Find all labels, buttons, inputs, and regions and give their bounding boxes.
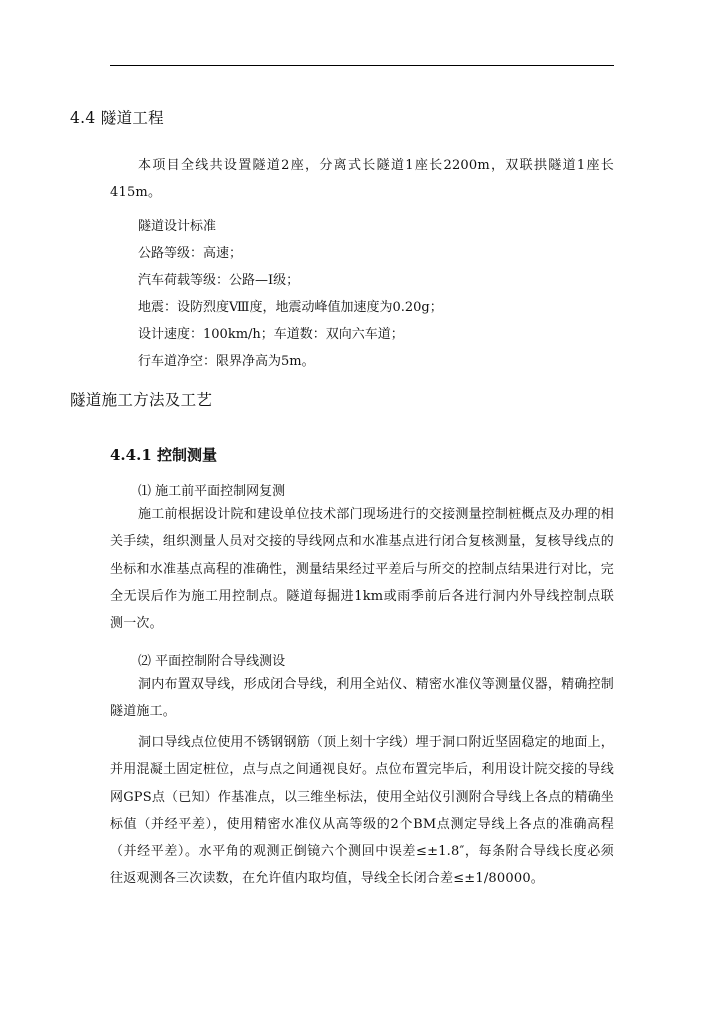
standard-line: 行车道净空：限界净高为5m。 bbox=[138, 354, 315, 369]
method-title: 隧道施工方法及工艺 bbox=[70, 391, 213, 409]
subsection-title: 4.4.1 控制测量 bbox=[110, 446, 217, 464]
header-rule bbox=[110, 65, 614, 66]
standard-line: 设计速度：100km/h；车道数：双向六车道； bbox=[138, 327, 404, 342]
standard-line: 公路等级：高速； bbox=[138, 246, 243, 261]
item1-title: ⑴ 施工前平面控制网复测 bbox=[138, 484, 286, 499]
standard-line: 汽车荷载等级：公路—Ⅰ级； bbox=[138, 273, 300, 288]
item1-paragraph: 施工前根据设计院和建设单位技术部门现场进行的交接测量控制桩概点及办理的相关手续，组织测量人员对交接的导线网点和水准基点进行闭合复核测量，复核导线点的坐标和水准基点高程的准确性，测量结果经过平差后与所交的控制点结果进行对比，完全无误后作为施工用控制点。隧道每掘进1km或雨季前后各进行洞内外导线控制点联测一次。 bbox=[110, 507, 614, 632]
intro-paragraph: 本项目全线共设置隧道2座，分离式长隧道1座长2200m，双联拱隧道1座长415m。 bbox=[110, 158, 614, 201]
standard-line: 隧道设计标准 bbox=[138, 219, 217, 234]
item2-paragraph-2: 洞口导线点位使用不锈钢钢筋（顶上刻十字线）埋于洞口附近坚固稳定的地面上，并用混凝土固定桩位，点与点之间通视良好。点位布置完毕后，利用设计院交接的导线网GPS点（已知）作基准点，以三维坐标法，使用全站仪引测附合导线上各点的精确坐标值（并经平差），使用精密水准仪从高等级的2个BM点测定导线上各点的准确高程（并经平差）。水平角的观测正倒镜六个测回中误差≤±1.8″，每条附合导线长度必须往返观测各三次读数，在允许值内取均值，导线全长闭合差≤±1/80000。 bbox=[110, 735, 614, 887]
item2-title: ⑵ 平面控制附合导线测设 bbox=[138, 654, 286, 669]
section-title: 4.4 隧道工程 bbox=[70, 109, 164, 127]
item2-paragraph-1: 洞内布置双导线，形成闭合导线，利用全站仪、精密水准仪等测量仪器，精确控制隧道施工。 bbox=[110, 677, 614, 720]
standard-line: 地震：设防烈度Ⅷ度，地震动峰值加速度为0.20g； bbox=[138, 300, 443, 315]
